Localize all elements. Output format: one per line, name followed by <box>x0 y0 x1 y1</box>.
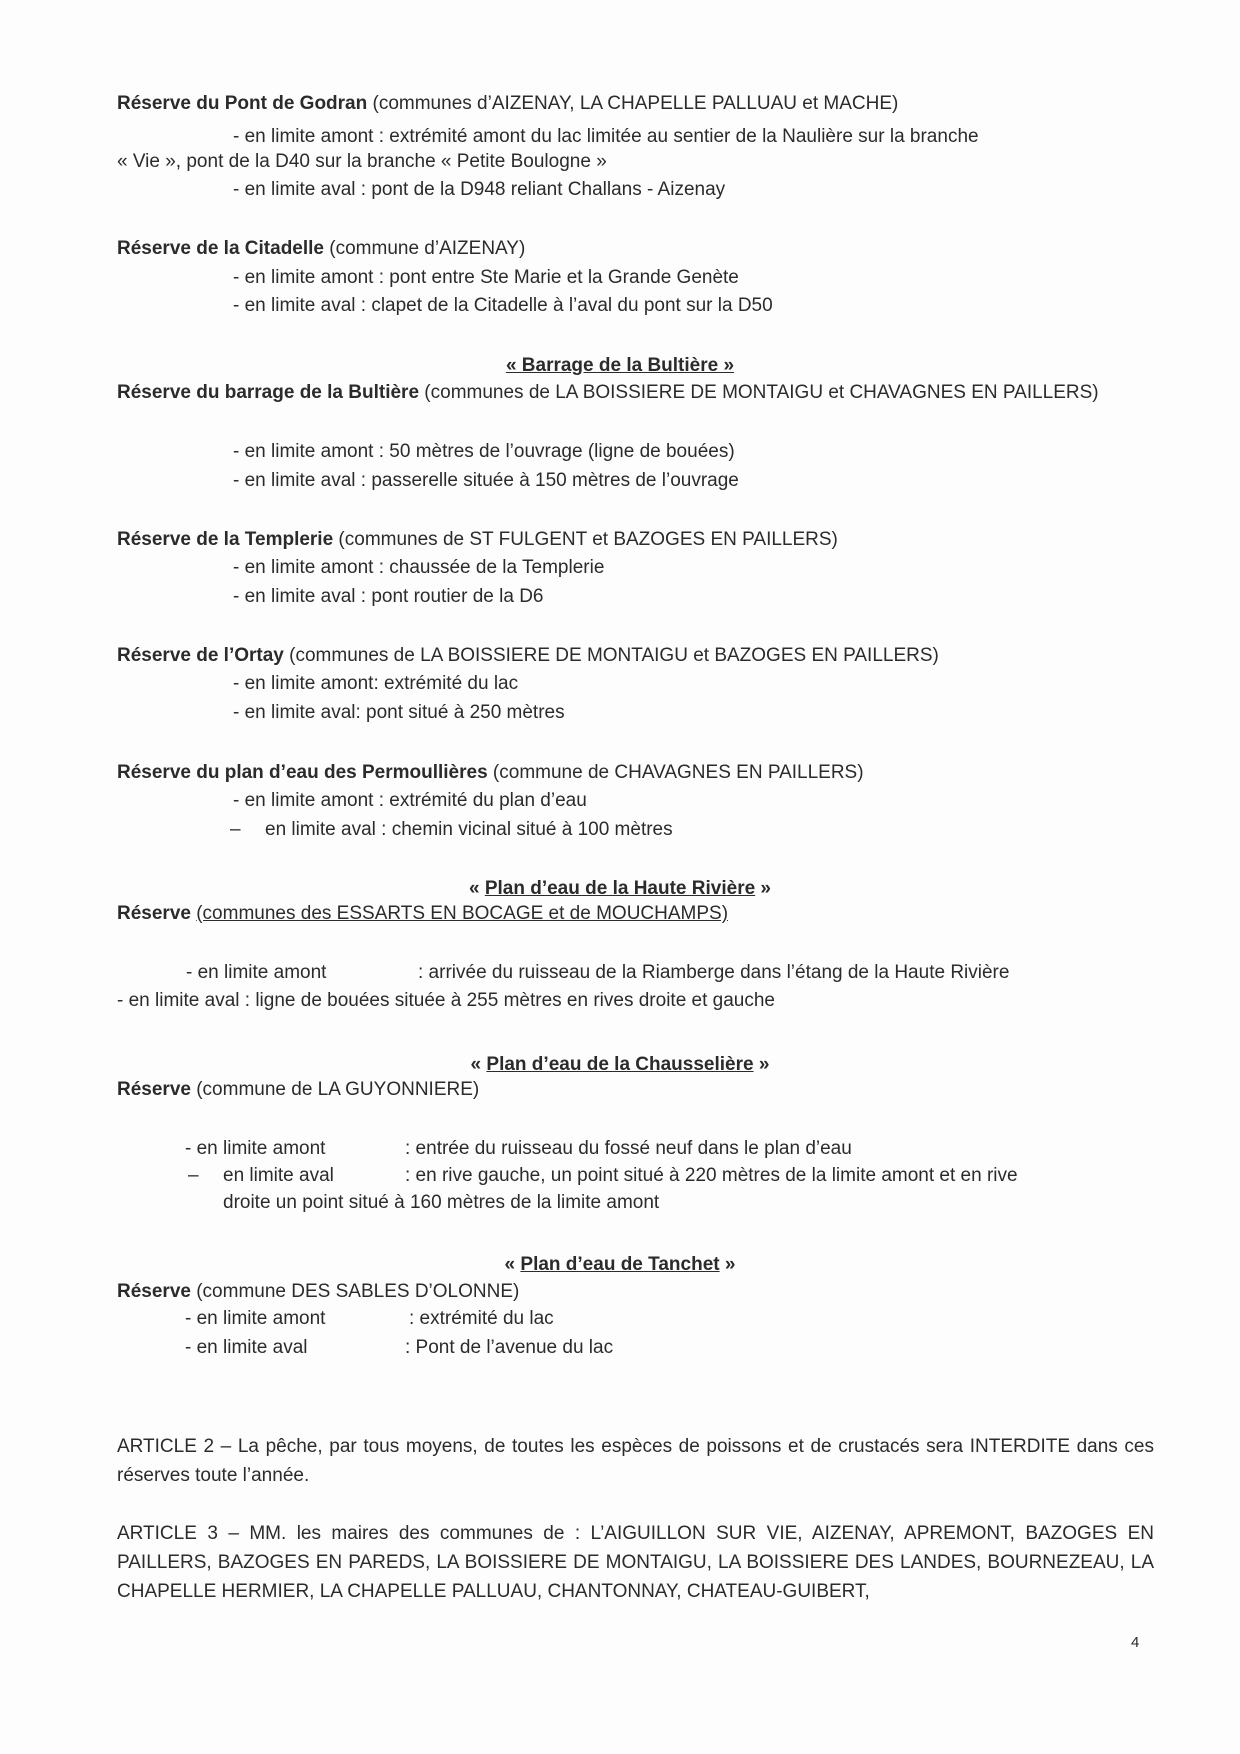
limit-value: : extrémité du lac <box>409 1308 554 1329</box>
reserve-communes: (communes de LA BOISSIERE DE MONTAIGU et BAZOGES EN PAILLERS) <box>283 645 939 666</box>
reserve-title: Réserve de la Citadelle <box>117 238 324 259</box>
section-heading-haute-riviere <box>0 877 1240 901</box>
limit-aval <box>230 818 673 842</box>
quote-close: » <box>719 1254 736 1275</box>
list-dash: – <box>230 819 241 840</box>
reserve-title: Réserve <box>117 1079 191 1100</box>
section-heading-label: Plan d’eau de la Chausselière <box>486 1054 754 1075</box>
reserve-ortay-heading <box>117 644 939 668</box>
limit-aval: - en limite aval : pont de la D948 reliant Challans - Aizenay <box>233 179 726 200</box>
reserve-communes: (commune de CHAVAGNES EN PAILLERS) <box>487 762 864 783</box>
quote-open: « <box>468 878 485 899</box>
limit-aval <box>185 1336 885 1360</box>
reserve-title: Réserve du barrage de la Bultière <box>117 382 420 403</box>
reserve-communes: (commune DES SABLES D’OLONNE) <box>190 1281 520 1302</box>
quote-open: « <box>470 1054 487 1075</box>
limit-amont: - en limite amont : extrémité amont du lac limitée au sentier de la Naulière sur la branche <box>233 126 979 147</box>
reserve-communes: (communes de LA BOISSIERE DE MONTAIGU et CHAVAGNES EN PAILLERS) <box>419 382 1099 403</box>
page-number: 4 <box>1131 1634 1140 1651</box>
quote-close: » <box>755 878 772 899</box>
limit-amont: - en limite amont : pont entre Ste Marie et la Grande Genète <box>233 267 739 288</box>
limit-amont: - en limite amont : extrémité du plan d’eau <box>233 790 587 811</box>
reserve-communes: (communes des ESSARTS EN BOCAGE et de MOUCHAMPS) <box>196 903 729 924</box>
reserve-communes: (commune d’AIZENAY) <box>324 238 526 259</box>
list-dash: – <box>188 1165 199 1186</box>
limit-label: - en limite amont <box>185 1308 326 1329</box>
reserve-haute-riviere-heading <box>117 902 728 926</box>
limit-aval: - en limite aval : pont routier de la D6 <box>233 586 544 607</box>
reserve-title: Réserve du plan d’eau des Permoullières <box>117 762 488 783</box>
quote-open: « <box>504 1254 521 1275</box>
article-3: ARTICLE 3 – MM. les maires des communes de : L’AIGUILLON SUR VIE, AIZENAY, APREMONT, BAZOGES EN PAILLERS, BAZOGES EN PAREDS, LA BOISSIERE DE MONTAIGU, LA BOISSIERE DES LANDES, BOURNEZEAU, LA CHAPELLE HERMIER, LA CHAPELLE PALLUAU, CHANTONNAY, CHATEAU-GUIBERT, <box>117 1523 1154 1602</box>
limit-aval: - en limite aval : ligne de bouées située à 255 mètres en rives droite et gauche <box>117 990 775 1011</box>
reserve-bultiere-heading <box>117 378 1154 407</box>
reserve-citadelle-heading <box>117 237 525 261</box>
article-2: ARTICLE 2 – La pêche, par tous moyens, de toutes les espèces de poissons et de crustacés sera INTERDITE dans ces réserves toute l’année. <box>117 1436 1154 1486</box>
reserve-title: Réserve de l’Ortay <box>117 645 284 666</box>
limit-value: : en rive gauche, un point situé à 220 mètres de la limite amont et en rive <box>405 1165 1018 1186</box>
limit-aval: - en limite aval : clapet de la Citadelle à l’aval du pont sur la D50 <box>233 295 773 316</box>
reserve-templerie-heading <box>117 528 838 552</box>
section-heading-label: Plan d’eau de la Haute Rivière <box>484 878 756 899</box>
limit-label: - en limite amont <box>186 962 327 983</box>
reserve-permoullieres-heading <box>117 761 864 785</box>
limit-amont <box>186 961 1146 985</box>
limit-label: en limite aval <box>223 1165 334 1186</box>
limit-value: : Pont de l’avenue du lac <box>405 1337 614 1358</box>
limit-aval: - en limite aval: pont situé à 250 mètres <box>233 702 565 723</box>
section-heading-label: Plan d’eau de Tanchet <box>520 1254 720 1275</box>
limit-label: - en limite aval <box>185 1337 308 1358</box>
section-heading-bultiere: « Barrage de la Bultière » <box>505 355 735 376</box>
quote-close: » <box>753 1054 770 1075</box>
limit-amont: - en limite amont : 50 mètres de l’ouvrage (ligne de bouées) <box>233 441 735 462</box>
limit-aval <box>188 1164 1148 1188</box>
reserve-godran-heading <box>117 92 898 116</box>
limit-label: - en limite amont <box>185 1138 326 1159</box>
reserve-title: Réserve du Pont de Godran <box>117 93 368 114</box>
reserve-tanchet-heading <box>117 1280 519 1304</box>
limit-aval-continued: droite un point situé à 160 mètres de la limite amont <box>223 1192 660 1213</box>
reserve-communes: (commune de LA GUYONNIERE) <box>190 1079 480 1100</box>
limit-amont: - en limite amont : chaussée de la Templerie <box>233 557 605 578</box>
reserve-communes: (communes d’AIZENAY, LA CHAPELLE PALLUAU et MACHE) <box>367 93 899 114</box>
reserve-title: Réserve de la Templerie <box>117 529 334 550</box>
limit-amont <box>185 1137 1145 1161</box>
section-heading-chausseliere <box>0 1053 1240 1077</box>
limit-amont: - en limite amont: extrémité du lac <box>233 673 519 694</box>
reserve-communes: (communes de ST FULGENT et BAZOGES EN PAILLERS) <box>333 529 838 550</box>
limit-value: : arrivée du ruisseau de la Riamberge dans l’étang de la Haute Rivière <box>418 962 1010 983</box>
reserve-title: Réserve <box>117 903 191 924</box>
limit-aval-text: en limite aval : chemin vicinal situé à 100 mètres <box>265 819 673 840</box>
limit-value: : entrée du ruisseau du fossé neuf dans le plan d’eau <box>405 1138 852 1159</box>
section-heading-tanchet <box>0 1253 1240 1277</box>
limit-amont-continued: « Vie », pont de la D40 sur la branche « Petite Boulogne » <box>117 151 607 172</box>
reserve-title: Réserve <box>117 1281 191 1302</box>
reserve-chausseliere-heading <box>117 1078 479 1102</box>
limit-amont <box>185 1307 885 1331</box>
limit-aval: - en limite aval : passerelle située à 150 mètres de l’ouvrage <box>233 470 739 491</box>
